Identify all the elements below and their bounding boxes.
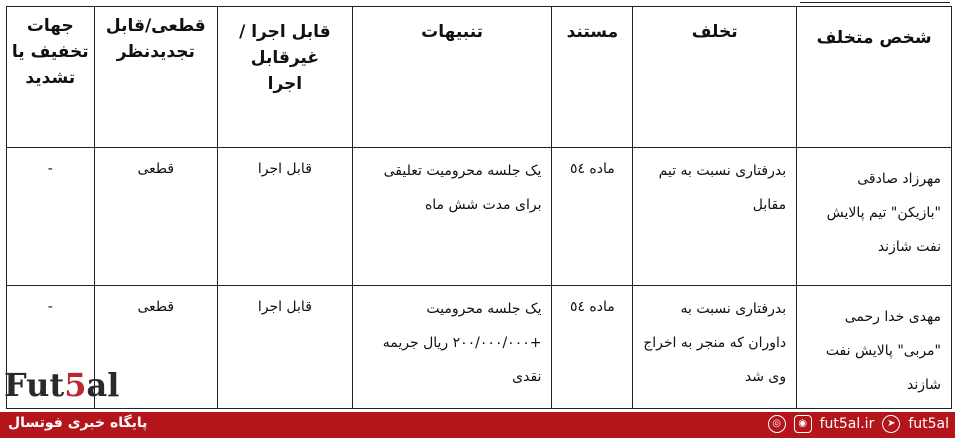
globe-icon[interactable]: ◎ bbox=[768, 415, 786, 433]
cell-reference: ماده ٥٤ bbox=[552, 148, 633, 286]
table-row bbox=[7, 148, 952, 286]
cell-enforceable: قابل اجرا bbox=[218, 148, 353, 286]
cell-mitigation: - bbox=[7, 148, 95, 286]
footer-banner bbox=[0, 412, 955, 438]
social-links bbox=[768, 415, 949, 433]
header-offender: شخص متخلف bbox=[797, 7, 952, 148]
header-row bbox=[7, 7, 952, 148]
cell-final: قطعی bbox=[94, 286, 217, 409]
header-mitigation: جهات تخفیف یا تشدید bbox=[7, 7, 95, 148]
instagram-icon[interactable]: ◉ bbox=[794, 415, 812, 433]
cell-penalties: یک جلسه محرومیت تعلیقی برای مدت شش ماه bbox=[352, 148, 552, 286]
header-violation: تخلف bbox=[633, 7, 797, 148]
site-link[interactable]: fut5al.ir bbox=[819, 416, 875, 432]
header-reference: مستند bbox=[552, 7, 633, 148]
cell-mitigation: - bbox=[7, 286, 95, 409]
disciplinary-table bbox=[6, 6, 952, 409]
header-final: قطعی/قابل تجدیدنظر bbox=[94, 7, 217, 148]
cell-offender: مهدی خدا رحمی "مربی" پالایش نفت شازند bbox=[797, 286, 952, 409]
cell-violation: بدرفتاری نسبت به تیم مقابل bbox=[633, 148, 797, 286]
cell-final: قطعی bbox=[94, 148, 217, 286]
telegram-icon[interactable]: ➤ bbox=[882, 415, 900, 433]
fut5al-logo: Fut5al bbox=[4, 366, 120, 404]
tagline: پایگاه خبری فوتسال bbox=[8, 415, 148, 431]
top-rule bbox=[800, 2, 950, 3]
header-penalties: تنبیهات bbox=[352, 7, 552, 148]
table-row bbox=[7, 286, 952, 409]
cell-penalties: یک جلسه محرومیت +۲۰۰/۰۰۰/۰۰۰ ریال جریمه نقدی bbox=[352, 286, 552, 409]
header-enforceable: قابل اجرا /غیرقابل اجرا bbox=[218, 7, 353, 148]
cell-violation: بدرفتاری نسبت به داوران که منجر به اخراج وی شد bbox=[633, 286, 797, 409]
cell-offender: مهرزاد صادقی "بازیکن" تیم پالایش نفت شازند bbox=[797, 148, 952, 286]
cell-enforceable: قابل اجرا bbox=[218, 286, 353, 409]
cell-reference: ماده ٥٤ bbox=[552, 286, 633, 409]
telegram-handle[interactable]: fut5al bbox=[908, 416, 949, 432]
